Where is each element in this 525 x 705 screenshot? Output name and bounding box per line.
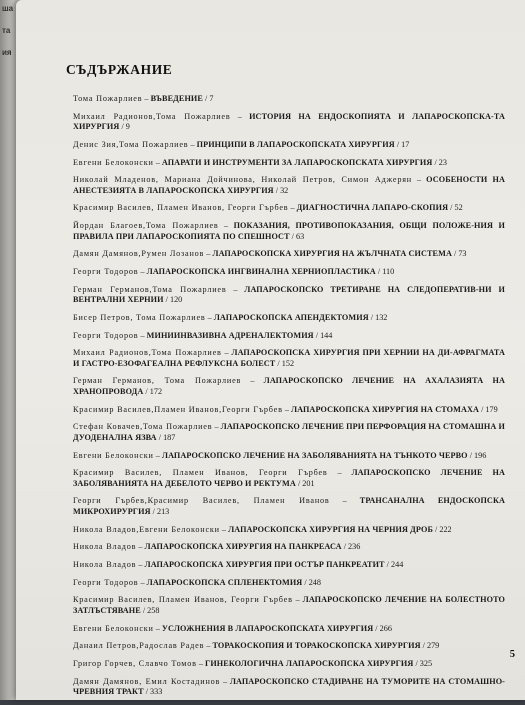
toc-entry-authors: Герман Германов, Тома Пожарлиев [73,376,242,386]
toc-entry [73,94,505,105]
toc-entry [73,578,505,589]
toc-entry-page: 201 [302,478,315,488]
toc-entry-page-separator: / [143,386,150,396]
toc-entry-page: 7 [209,94,214,103]
toc-entry-title: ЛАПАРОСКОПСКА ХИРУРГИЯ НА СТОМАХА [290,404,480,414]
toc-entry-authors: Герман Германов,Тома Пожарлиев [73,284,227,294]
toc-entry-page-separator: / [420,641,427,651]
toc-entry [73,451,505,462]
toc-entry [73,331,505,342]
toc-entry [73,267,505,278]
toc-entry-authors: Бисер Петров, Тома Пожарлиев [73,312,206,322]
toc-entry [73,285,505,306]
toc-entry-title: ТРАНСАНАЛНА ЕНДОСКОПСКА МИКРОХИРУРГИЯ [73,496,505,516]
toc-entry-page-separator: / [368,312,376,322]
toc-entry-page: 23 [438,157,447,167]
toc-entry-authors: Михаил Радионов,Тома Пожарлиев [73,111,231,121]
toc-entry-separator: – [288,203,297,213]
toc-entry-authors: Евгени Белоконски [73,623,154,633]
toc-entry-authors: Георги Гърбев,Красимир Василев, Пламен Иванов [73,496,330,506]
toc-entry-title: ЛАПАРОСКОПСКА ХИРУРГИЯ ПРИ ОСТЪР ПАНКРЕАТИТ [144,559,385,569]
toc-entry-authors: Георги Тодоров [73,330,139,340]
toc-entry-page-separator: / [275,358,282,368]
toc-entry-page-separator: / [143,687,151,697]
toc-entry [73,405,505,416]
toc-entry-title: ЛАПАРОСКОПСКО СТАДИРАНЕ НА ТУМОРИТЕ НА СТОМАШНО-ЧРЕВНИЯ ТРАКТ [73,676,506,697]
toc-entry-page: 120 [169,295,183,305]
toc-entry-authors: Дамян Дамянов, Емил Костадинов [73,676,221,686]
toc-entry-title: ГИНЕКОЛОГИЧНА ЛАПАРОСКОПСКА ХИРУРГИЯ [205,658,414,668]
toc-entry-separator: – [226,284,245,294]
toc-entry-authors: Данаил Петров,Радослав Радев [73,641,205,651]
toc-entry-page-separator: / [302,577,309,587]
toc-entry-page-separator: / [341,542,349,552]
toc-entry-page: 266 [379,623,392,633]
toc-entry-page-separator: / [273,185,281,195]
toc-entry-separator: – [188,139,197,149]
toc-entry-page-separator: / [394,139,402,149]
toc-entry-title: ОСОБЕНОСТИ НА АНЕСТЕЗИЯТА В ЛАПАРОСКОПСКА ХИРУРГИЯ [73,175,505,195]
toc-entry-title: ЛАПАРОСКОПСКО ЛЕЧЕНИЕ ПРИ ПЕРФОРАЦИЯ НА СТОМАШНА И ДУОДЕНАЛНА ЯЗВА [73,422,505,442]
toc-entry-page: 52 [454,203,463,213]
toc-entry-page-separator: / [451,249,459,259]
toc-entry-page-separator: / [289,231,296,241]
toc-entry-page-separator: / [163,295,170,305]
toc-entry [73,175,505,196]
toc-entry-page: 172 [149,386,163,396]
toc-entry-page: 73 [458,249,467,259]
toc-entry-title: ЛАПАРОСКОПСКА ИНГВИНАЛНА ХЕРНИОПЛАСТИКА [146,267,376,276]
contents-heading: СЪДЪРЖАНИЕ [66,62,173,77]
toc-entry [73,641,505,652]
toc-entry-page: 144 [320,330,333,340]
table-of-contents [73,94,505,705]
toc-entry-page-separator: / [375,267,383,276]
toc-entry-page: 236 [348,542,361,552]
toc-entry-separator: – [153,450,162,460]
toc-entry-page: 244 [391,559,404,569]
toc-entry-separator: – [412,175,427,185]
toc-entry-page-separator: / [202,94,210,103]
toc-entry-title: ДИАГНОСТИЧНА ЛАПАРО-СКОПИЯ [296,203,449,213]
toc-entry-separator: – [204,249,213,259]
toc-entry-title: ПРИНЦИПИ В ЛАПАРОСКОПСКАТА ХИРУРГИЯ [196,139,395,149]
toc-entry-page-separator: / [479,404,486,414]
toc-entry [73,560,505,571]
toc-entry-separator: – [282,404,291,414]
toc-entry-separator: – [329,496,360,506]
toc-entry-page-separator: / [295,478,303,488]
toc-entry-page: 63 [296,231,305,241]
toc-entry-page-separator: / [432,524,440,534]
toc-entry-page: 213 [156,506,170,516]
toc-entry-authors: Стефан Ковачев,Тома Пожарлиев [73,422,213,432]
toc-entry-separator: – [153,157,162,167]
toc-entry-authors: Денис Зия,Тома Пожарлиев [73,139,189,149]
toc-entry-page: 187 [163,432,176,442]
toc-entry-separator: – [327,468,352,478]
toc-entry-title: ПОКАЗАНИЯ, ПРОТИВОПОКАЗАНИЯ, ОБЩИ ПОЛОЖЕ-НИЯ И ПРАВИЛА ПРИ ЛАПАРОСКОПИЯТА ПО СПЕШНОСТ [73,221,505,241]
toc-entry-authors: Евгени Белоконски [73,157,154,167]
toc-entry-title: ЛАПАРОСКОПСКО ЛЕЧЕНИЕ НА БОЛЕСТНОТО ЗАТЛЪСТЯВАНЕ [73,595,505,615]
toc-entry-page-separator: / [432,157,439,167]
toc-entry-separator: – [230,111,250,121]
toc-entry-separator: – [138,577,147,587]
toc-entry-title: ТОРАКОСКОПИЯ И ТОРАКОСКОПСКА ХИРУРГИЯ [212,641,421,651]
toc-entry-authors: Дамян Дамянов,Румен Лозанов [73,249,205,259]
toc-entry [73,468,505,489]
toc-entry-page: 279 [426,641,440,651]
toc-entry [73,659,505,670]
toc-entry-page: 32 [280,185,289,195]
toc-entry [73,677,505,698]
toc-entry-page-separator: / [140,605,148,615]
toc-entry-page-separator: / [448,203,455,213]
toc-entry-authors: Михаил Радионов,Тома Пожарлиев [73,348,222,358]
toc-entry-page-separator: / [373,623,380,633]
edge-text-fragment: ша [2,4,14,13]
toc-entry-page: 258 [147,605,160,615]
toc-entry-authors: Йордан Благоев,Тома Пожарлиев [73,221,219,231]
toc-entry-page-separator: / [413,658,420,668]
toc-entry [73,112,505,133]
toc-entry-title: ЛАПАРОСКОПСКО ЛЕЧЕНИЕ НА АХАЛАЗИЯТА НА ХРАНОПРОВОДА [73,376,506,396]
toc-entry [73,203,505,214]
toc-entry-authors: Никола Владов [73,559,137,569]
toc-entry-page: 325 [419,658,433,668]
toc-entry [73,525,505,536]
toc-entry-title: ЛАПАРОСКОПСКА СПЛЕНЕКТОМИЯ [146,577,303,587]
toc-entry-title: ЛАПАРОСКОПСКА ХИРУРГИЯ ПРИ ХЕРНИИ НА ДИ-АФРАГМАТА И ГАСТРО-ЕЗОФАГЕАЛНА РЕФЛУКСНА БОЛЕСТ [73,348,505,368]
toc-entry-separator: – [219,524,229,534]
toc-entry-page: 110 [382,267,395,276]
toc-entry-page: 179 [485,404,498,414]
toc-entry-authors: Григор Горчев, Славчо Томов [73,658,197,668]
toc-entry-authors: Георги Тодоров [73,577,139,587]
toc-entry [73,542,505,553]
toc-entry-separator: – [220,676,230,686]
toc-entry-separator: – [153,623,162,633]
toc-entry-authors: Тома Пожарлиев [73,94,143,103]
toc-entry-separator: – [292,595,303,605]
toc-entry-separator: – [241,376,264,386]
toc-entry [73,496,505,517]
toc-entry-title: МИНИИНВАЗИВНА АДРЕНАЛЕКТОМИЯ [146,330,314,340]
toc-entry [73,249,505,260]
toc-entry-authors: Красимир Василев, Пламен Иванов, Георги Гърбев [73,468,328,478]
toc-entry-separator: – [212,422,221,432]
toc-entry-page: 132 [375,312,388,322]
toc-entry-page: 222 [439,524,452,534]
toc-entry-authors: Красимир Василев, Пламен Иванов, Георги Гърбев [73,203,289,213]
toc-entry-separator: – [142,94,151,103]
toc-entry-title: АПАРАТИ И ИНСТРУМЕНТИ ЗА ЛАПАРОСКОПСКАТА ХИРУРГИЯ [161,157,433,167]
toc-entry-page-separator: / [119,122,126,132]
toc-entry-title: ЛАПАРОСКОПСКА АПЕНДЕКТОМИЯ [213,312,369,322]
toc-entry-title: ЛАПАРОСКОПСКО ТРЕТИРАНЕ НА СЛЕДОПЕРАТИВ-НИ И ВЕНТРАЛНИ ХЕРНИИ [73,284,506,305]
toc-entry-authors: Красимир Василев, Пламен Иванов, Георги Гърбев [73,595,293,605]
toc-entry-separator: – [218,221,234,231]
toc-entry-title: ЛАПАРОСКОПСКА ХИРУРГИЯ НА ЧЕРНИЯ ДРОБ [228,524,433,534]
toc-entry-separator: – [204,641,213,651]
toc-entry-page-separator: / [156,432,164,442]
toc-entry [73,140,505,151]
toc-entry-page: 9 [125,122,130,132]
toc-entry-separator: – [138,330,147,340]
toc-entry [73,624,505,635]
toc-entry-page: 248 [308,577,321,587]
toc-entry-authors: Никола Владов,Евгени Белоконски [73,524,220,534]
toc-entry [73,221,505,242]
edge-text-fragment: ия [2,48,12,57]
toc-entry [73,376,505,397]
toc-entry-page-separator: / [313,330,321,340]
toc-entry-page-separator: / [384,559,391,569]
toc-entry-page-separator: / [150,506,157,516]
toc-entry-authors: Николай Младенов, Мариана Дойчинова, Николай Петров, Симон Аджерян [73,175,412,185]
toc-entry [73,158,505,169]
toc-entry [73,348,505,369]
toc-entry-authors: Георги Тодоров [73,267,139,276]
book-page [16,0,525,700]
toc-entry-separator: – [138,267,147,276]
edge-text-fragment: та [2,26,11,35]
toc-entry-title: ВЪВЕДЕНИЕ [150,94,203,103]
toc-entry [73,313,505,324]
toc-entry-page: 196 [474,450,487,460]
toc-entry-page: 333 [150,687,163,697]
toc-entry-separator: – [136,559,145,569]
page-number: 5 [509,649,515,660]
toc-entry-page-separator: / [467,450,475,460]
toc-entry-separator: – [196,658,206,668]
toc-entry-separator: – [136,542,145,552]
toc-entry-separator: – [205,312,214,322]
toc-entry-separator: – [221,348,232,358]
toc-entry-title: ЛАПАРОСКОПСКА ХИРУРГИЯ НА ЖЪЛЧНАТА СИСТЕМА [212,249,452,259]
toc-entry-title: ЛАПАРОСКОПСКО ЛЕЧЕНИЕ НА ЗАБОЛЯВАНИЯТА НА ТЪНКОТО ЧЕРВО [161,450,468,460]
toc-entry-title: ЛАПАРОСКОПСКО ЛЕЧЕНИЕ НА ЗАБОЛЯВАНИЯТА НА ДЕБЕЛОТО ЧЕРВО И РЕКТУМА [73,468,506,488]
toc-entry-page: 17 [401,139,410,149]
toc-entry-authors: Красимир Василев,Пламен Иванов,Георги Гърбев [73,404,283,414]
toc-entry-authors: Евгени Белоконски [73,450,154,460]
toc-entry [73,422,505,443]
toc-entry-authors: Никола Владов [73,542,137,552]
toc-entry [73,595,505,616]
toc-entry-title: ЛАПАРОСКОПСКА ХИРУРГИЯ НА ПАНКРЕАСА [144,542,342,552]
toc-entry-title: ИСТОРИЯ НА ЕНДОСКОПИЯТА И ЛАПАРОСКОПСКА-ТА ХИРУРГИЯ [73,111,506,132]
toc-entry-title: УСЛОЖНЕНИЯ В ЛАПАРОСКОПСКАТА ХИРУРГИЯ [161,623,374,633]
toc-entry-page: 152 [281,358,295,368]
